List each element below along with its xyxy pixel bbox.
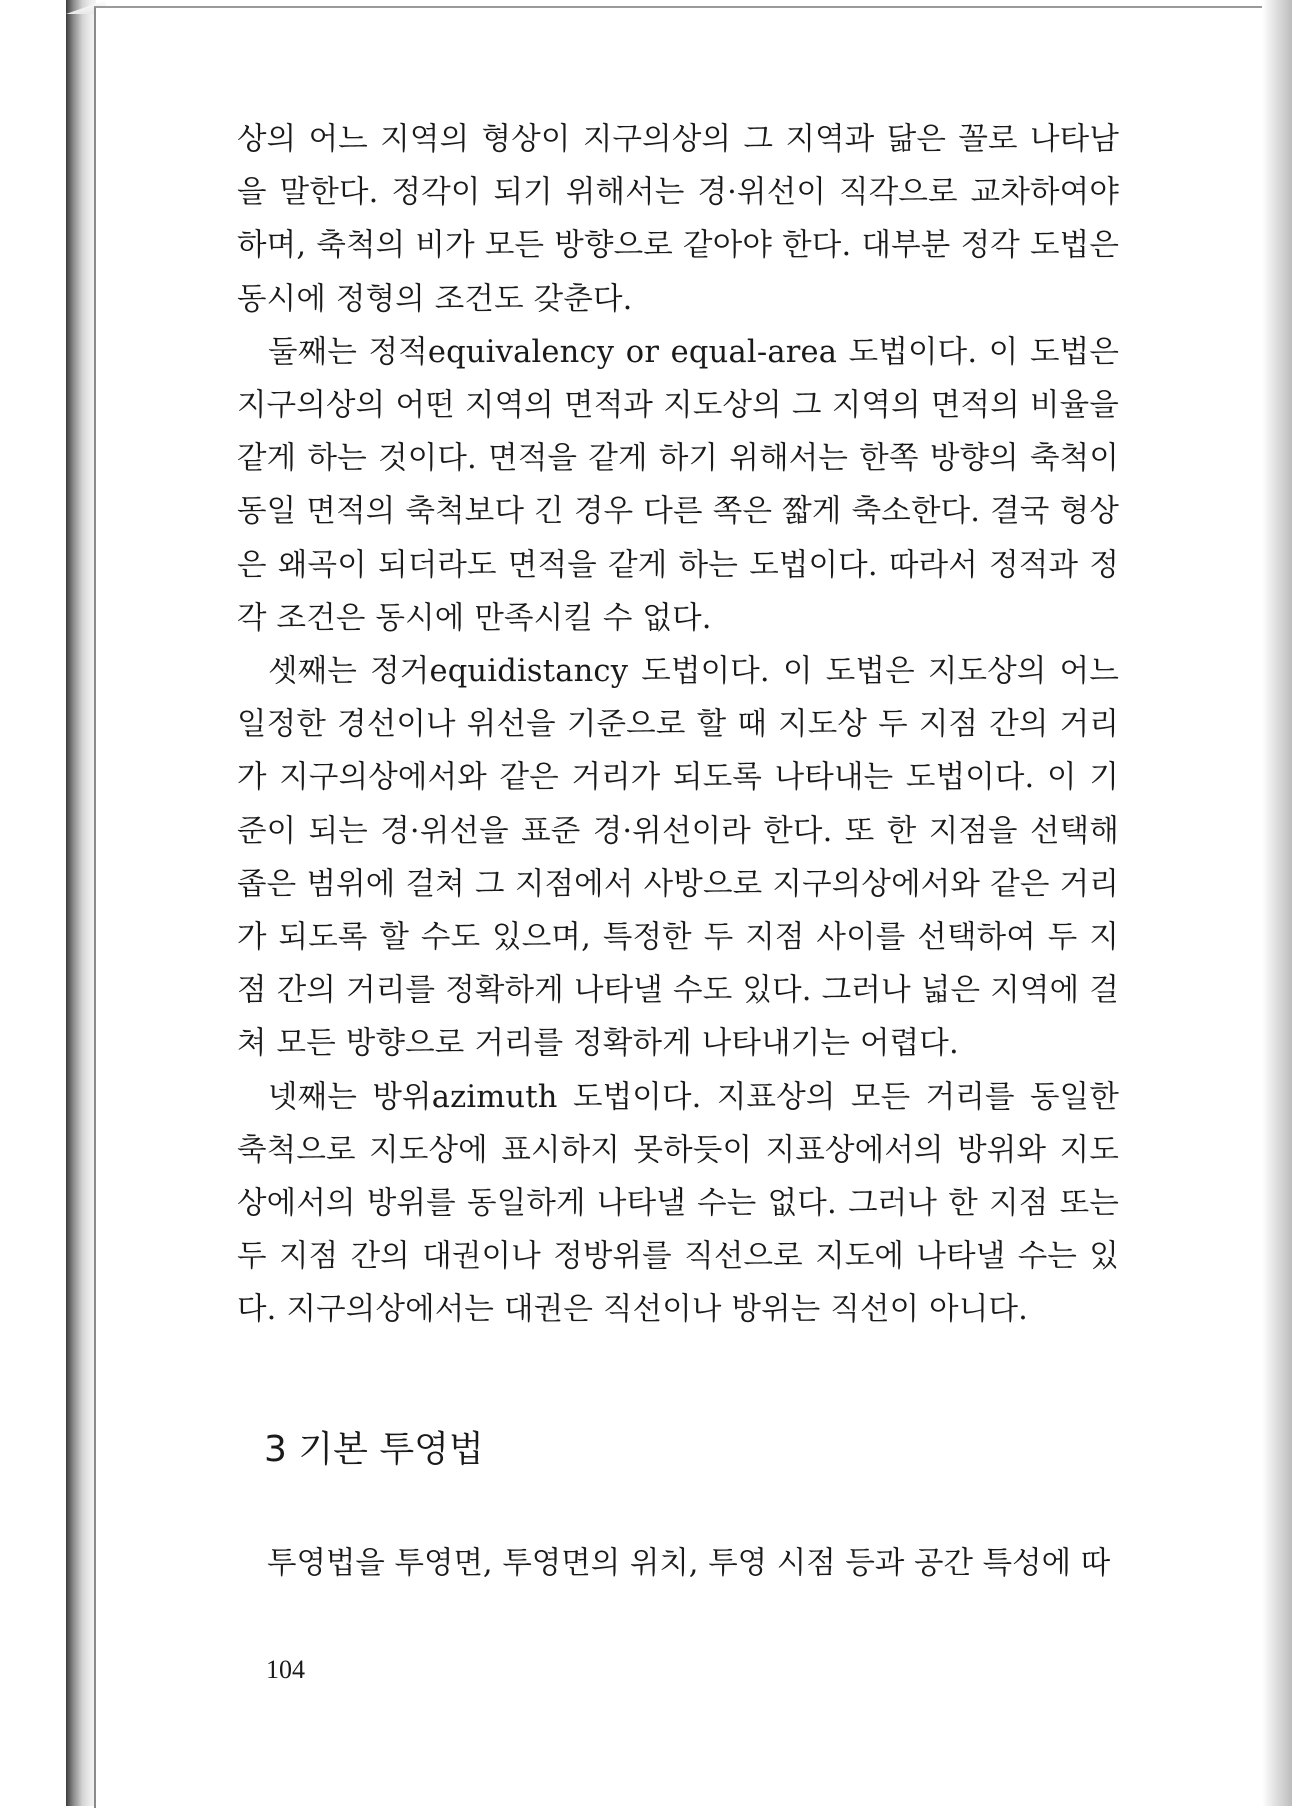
page-number: 104 — [266, 1655, 305, 1684]
paragraph-equidistant: 셋째는 정거equidistancy 도법이다. 이 도법은 지도상의 어느 일정한 경선이나 위선을 기준으로 할 때 지도상 두 지점 간의 거리가 지구의상에서와 같은 거리가 되도록 나타내는 도법이다. 이 기준이 되는 경·위선을 표준 경·위선이라 한다. 또 한 지점을 선택해 좁은 범위에 걸쳐 그 지점에서 사방으로 지구의상에서와 같은 거리가 되도록 할 수도 있으며, 특정한 두 지점 사이를 선택하여 두 지점 간의 거리를 정확하게 나타낼 수도 있다. 그러나 넓은 지역에 걸쳐 모든 방향으로 거리를 정확하게 나타내기는 어렵다. — [237, 654, 1119, 1062]
section-heading: 3 기본 투영법 — [264, 1429, 484, 1470]
paragraph-equal-area: 둘째는 정적equivalency or equal-area 도법이다. 이 도법은 지구의상의 어떤 지역의 면적과 지도상의 그 지역의 면적의 비율을 같게 하는 것이다. 면적을 같게 하기 위해서는 한쪽 방향의 축척이 동일 면적의 축척보다 긴 경우 다른 쪽은 짧게 축소한다. 결국 형상은 왜곡이 되더라도 면적을 같게 하는 도법이다. 따라서 정적과 정각 조건은 동시에 만족시킬 수 없다. — [237, 334, 1119, 636]
section-first-line: 투영법을 투영면, 투영면의 위치, 투영 시점 등과 공간 특성에 따 — [267, 1546, 1111, 1581]
paragraph-conformal-continued: 상의 어느 지역의 형상이 지구의상의 그 지역과 닮은 꼴로 나타남을 말한다. 정각이 되기 위해서는 경·위선이 직각으로 교차하여야 하며, 축척의 비가 모든 방향으로 같아야 한다. 대부분 정각 도법은 동시에 정형의 조건도 갖춘다. — [237, 122, 1119, 317]
page-stack-edge — [66, 0, 96, 1806]
right-edge-shadow — [1262, 0, 1292, 1806]
body-text — [237, 113, 1119, 1337]
paragraph-azimuthal: 넷째는 방위azimuth 도법이다. 지표상의 모든 거리를 동일한 축척으로 지도상에 표시하지 못하듯이 지표상에서의 방위와 지도상에서의 방위를 동일하게 나타낼 수는 없다. 그러나 한 지점 또는 두 지점 간의 대권이나 정방위를 직선으로 지도에 나타낼 수는 있다. 지구의상에서는 대권은 직선이나 방위는 직선이 아니다. — [237, 1079, 1119, 1328]
